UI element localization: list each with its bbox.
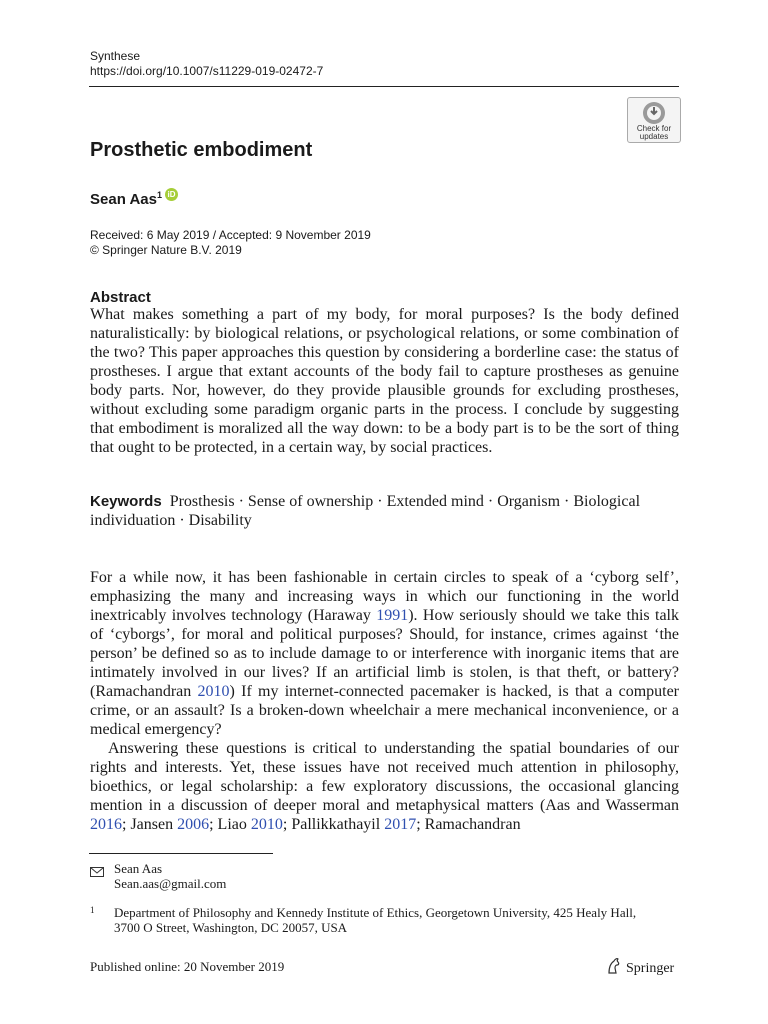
orcid-icon[interactable]: iD	[165, 188, 178, 201]
paragraph-1	[90, 568, 679, 739]
body-text	[90, 568, 679, 834]
citation-link[interactable]: 2010	[197, 683, 230, 700]
badge-label-2: updates	[639, 132, 669, 141]
keywords	[90, 492, 679, 530]
received-accepted-dates: Received: 6 May 2019 / Accepted: 9 November 2019	[90, 228, 371, 242]
springer-horse-icon	[605, 957, 623, 975]
p1-text-b: ). How seriously should we take this talk of ‘cyborgs’, for moral and political purposes? Should, for instance, crimes against ‘the person’ be defined so as to include damage to or interference with inorganic items that are intimately involved in our lives? If an artificial limb is stolen, is that theft, or battery? (Ramachandran	[90, 607, 680, 700]
footnote-rule	[89, 853, 273, 854]
mail-icon	[90, 864, 104, 882]
keywords-label: Keywords	[90, 493, 162, 510]
abstract-heading: Abstract	[90, 289, 151, 306]
affiliation-number: 1	[90, 905, 95, 915]
citation-link[interactable]: 1991	[376, 607, 409, 624]
corresponding-author-name: Sean Aas	[114, 861, 163, 876]
p2-text-a: Answering these questions is critical to understanding the spatial boundaries of our rights and interests. Yet, these issues have not received much attention in philosophy, bioethics, or legal scholarship: a few exploratory discussions, the occasional glancing mention in a discussion of deeper moral and metaphysical matters (Aas and Wasserman	[90, 740, 679, 814]
p1-text-a: For a while now, it has been fashionable in certain circles to speak of a ‘cyborg self’, emphasizing the many and increasing ways in which our functioning in the world inextricably involves technology (Haraway	[90, 569, 679, 624]
author-name[interactable]	[90, 185, 162, 210]
citation-link[interactable]: 2017	[384, 816, 417, 833]
abstract-text: What makes something a part of my body, for moral purposes? Is the body defined naturalistically: by biological relations, or psychological relations, or some combination of the two? This paper approaches this question by considering a borderline case: the status of prostheses. I argue that extant accounts of the body fail to capture prostheses as genuine body parts. Nor, however, do they provide plausible grounds for excluding prostheses, without excluding some paradigm organic parts in the process. I conclude by suggesting that embodiment is moralized all the way down: to be a body part is to be the sort of thing that ought to be protected, in a certain way, by social practices.	[90, 306, 679, 456]
author-name-text: Sean Aas	[90, 191, 157, 208]
citation-link[interactable]: 2006	[177, 816, 210, 833]
copyright-line: © Springer Nature B.V. 2019	[90, 243, 242, 257]
header-rule	[89, 86, 679, 87]
affiliation-text: Department of Philosophy and Kennedy Institute of Ethics, Georgetown University, 425 Healy Hall, 3700 O Street, Washington, DC 20057, USA	[114, 905, 637, 935]
journal-name: Synthese	[90, 49, 141, 63]
keywords-list: Prosthesis · Sense of ownership · Extended mind · Organism · Biological individuation · Disability	[90, 493, 641, 529]
affiliation-mark: 1	[156, 190, 162, 200]
doi-link[interactable]: https://doi.org/10.1007/s11229-019-02472-7	[90, 64, 324, 78]
p2-text-e: ; Ramachandran	[416, 816, 521, 833]
check-updates-icon	[642, 101, 666, 125]
published-online-date: Published online: 20 November 2019	[90, 959, 285, 974]
p2-text-b: ; Jansen	[122, 816, 178, 833]
paper-title: Prosthetic embodiment	[90, 139, 313, 161]
paragraph-2	[90, 739, 679, 834]
p2-text-d: ; Pallikkathayil	[282, 816, 385, 833]
springer-logo[interactable]	[605, 957, 674, 979]
p1-text-c: ) If my internet-connected pacemaker is hacked, is that a computer crime, or an assault? Is a broken-down wheelchair a mere mechanical inconvenience, or a medical emergency?	[90, 683, 680, 738]
citation-link[interactable]: 2010	[250, 816, 283, 833]
check-for-updates-badge[interactable]	[627, 97, 681, 143]
citation-link[interactable]: 2016	[90, 816, 122, 833]
badge-label-1: Check for	[636, 124, 672, 133]
corresponding-author-email[interactable]: Sean.aas@gmail.com	[114, 876, 227, 891]
p2-text-c: ; Liao	[209, 816, 251, 833]
springer-label: Springer	[626, 961, 675, 976]
